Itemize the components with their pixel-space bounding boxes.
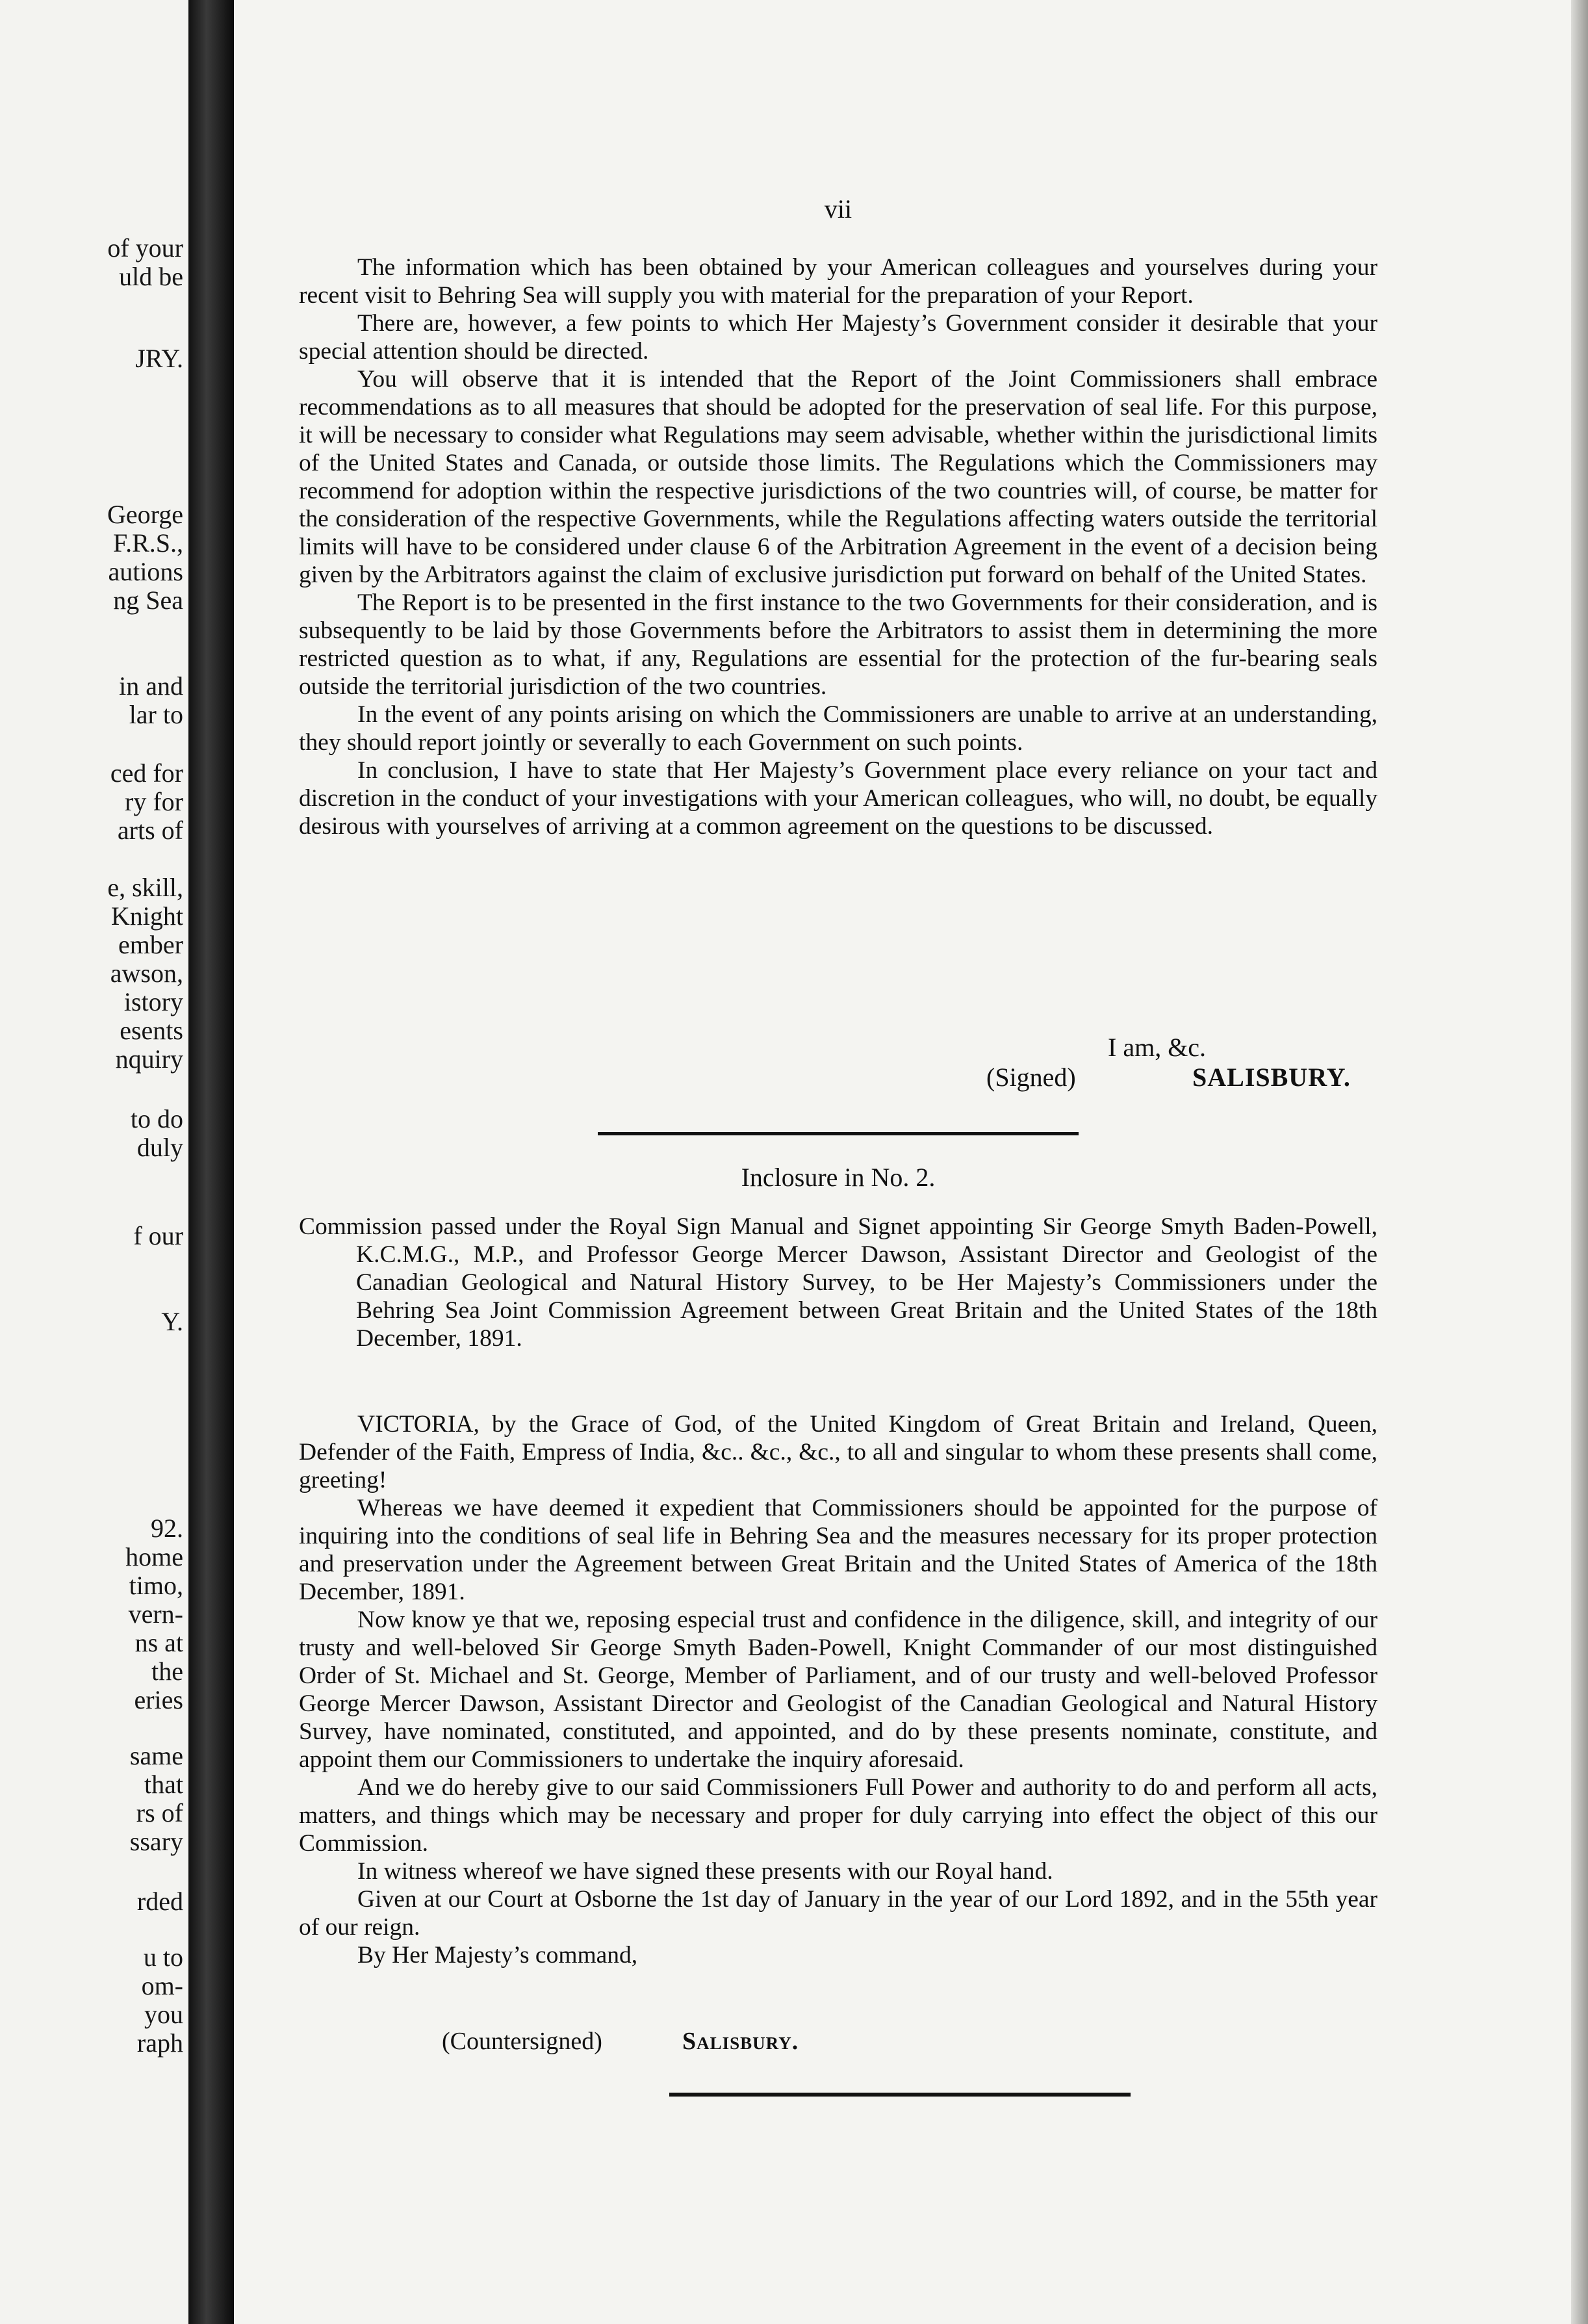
adjacent-page-text: ng Sea	[113, 586, 183, 615]
adjacent-page-text: to do	[130, 1104, 183, 1133]
signed-label: (Signed)	[986, 1063, 1076, 1092]
adjacent-page-text: f our	[133, 1221, 183, 1250]
adjacent-page-text: uld be	[119, 262, 183, 291]
end-divider	[669, 2093, 1131, 2097]
commission-description	[299, 1213, 1377, 1352]
adjacent-page-text: F.R.S.,	[113, 528, 183, 558]
salutation: I am, &c.	[1108, 1033, 1207, 1062]
adjacent-page-text: in and	[119, 671, 183, 701]
adjacent-page-text: Knight	[110, 901, 183, 931]
adjacent-page-text: JRY.	[135, 344, 183, 373]
adjacent-page-text: vern-	[128, 1599, 183, 1629]
letter-paragraph: The Report is to be presented in the first instance to the two Governments for their consideration, and is subsequently to be laid by those Governments before the Arbitrators to assist them in determining the more restricted question as to what, if any, Regulations are essential for the protection of the fur-bearing seals outside the territorial jurisdiction of the two countries.	[299, 589, 1377, 700]
adjacent-page-text: you	[144, 2000, 183, 2029]
adjacent-page-text: raph	[136, 2028, 183, 2058]
adjacent-page-text: home	[125, 1542, 183, 1571]
countersigned-label: (Countersigned)	[442, 2028, 602, 2055]
letter-paragraph: The information which has been obtained by your American colleagues and yourselves during your recent visit to Behring Sea will supply you with material for the preparation of your Report.	[299, 254, 1377, 309]
signer-name: SALISBURY.	[1192, 1063, 1351, 1092]
adjacent-page-text: istory	[123, 987, 183, 1016]
commission-paragraph: VICTORIA, by the Grace of God, of the United Kingdom of Great Britain and Ireland, Queen, Defender of the Faith, Empress of India, &c.. &c., &c., to all and singular to whom these presents shall come, greeting!	[299, 1411, 1377, 1493]
adjacent-page-fragment	[0, 0, 188, 2324]
commission-paragraph: And we do hereby give to our said Commissioners Full Power and authority to do and perform all acts, matters, and things which may be necessary and proper for duly carrying into effect the object of this our Commission.	[299, 1774, 1377, 1857]
adjacent-page-text: ember	[118, 930, 183, 959]
adjacent-page-text: ns at	[134, 1628, 183, 1657]
page-number: vii	[824, 194, 852, 224]
adjacent-page-text: rded	[136, 1887, 183, 1916]
adjacent-page-text: Y.	[161, 1307, 183, 1336]
commission-paragraph: Given at our Court at Osborne the 1st day of January in the year of our Lord 1892, and in the 55th year of our reign.	[299, 1886, 1377, 1941]
adjacent-page-text: esents	[120, 1016, 183, 1045]
commission-paragraph: In witness whereof we have signed these presents with our Royal hand.	[357, 1858, 1053, 1885]
adjacent-page-text: e, skill,	[107, 873, 183, 902]
adjacent-page-text: ry for	[125, 787, 183, 816]
adjacent-page-text: that	[144, 1770, 183, 1799]
adjacent-page-text: autions	[108, 557, 183, 586]
countersigner-name: Salisbury.	[682, 2028, 799, 2055]
commission-paragraph: Now know ye that we, reposing especial trust and confidence in the diligence, skill, and integrity of our trusty and well-beloved Sir George Smyth Baden-Powell, Knight Commander of our most distinguished Order of St. Michael and St. George, Member of Parliament, and of our trusty and well-beloved Professor George Mercer Dawson, Assistant Director and Geologist of the Canadian Geological and Natural History Survey, have nominated, constituted, and appointed, and do by these presents nominate, constitute, and appoint them our Commissioners to undertake the inquiry aforesaid.	[299, 1607, 1377, 1773]
adjacent-page-text: awson,	[110, 959, 183, 988]
book-gutter	[188, 0, 234, 2324]
adjacent-page-text: rs of	[136, 1798, 183, 1827]
letter-paragraph: In the event of any points arising on which the Commissioners are unable to arrive at an understanding, they should report jointly or severally to each Government on such points.	[299, 701, 1377, 756]
commission-paragraph: Whereas we have deemed it expedient that Commissioners should be appointed for the purpose of inquiring into the conditions of seal life in Behring Sea and the measures necessary for its proper protection and preservation under the Agreement between Great Britain and the United States of America of the 18th December, 1891.	[299, 1495, 1377, 1605]
letter-paragraph: In conclusion, I have to state that Her Majesty’s Government place every reliance on your tact and discretion in the conduct of your investigations with your American colleagues, who will, no doubt, be equally desirous with yourselves of arriving at a common agreement on the questions to be discussed.	[299, 757, 1377, 840]
letter-body	[299, 253, 1377, 840]
commission-description-text: Commission passed under the Royal Sign Manual and Signet appointing Sir George Smyth Baden-Powell, K.C.M.G., M.P., and Professor George Mercer Dawson, Assistant Director and Geologist of the Canadian Geological and Natural History Survey, to be Her Majesty’s Commissioners under the Behring Sea Joint Commission Agreement between Great Britain and the United States of the 18th December, 1891.	[299, 1213, 1377, 1352]
adjacent-page-text: arts of	[117, 816, 183, 845]
adjacent-page-text: same	[129, 1741, 183, 1770]
adjacent-page-text: ced for	[110, 758, 183, 788]
document-page	[234, 0, 1588, 2324]
adjacent-page-text: timo,	[129, 1571, 183, 1600]
command-line: By Her Majesty’s command,	[357, 1942, 638, 1969]
letter-paragraph: You will observe that it is intended that the Report of the Joint Commissioners shall embrace recommendations as to all measures that should be adopted for the preservation of seal life. For this purpose, it will be necessary to consider what Regulations may seem advisable, whether within the jurisdictional limits of the United States and Canada, or outside those limits. The Regulations which the Commissioners may recommend for adoption within the respective jurisdictions of the two countries will, of course, be matter for the consideration of the respective Governments, while the Regulations affecting waters outside the territorial limits will have to be considered under clause 6 of the Arbitration Agreement in the event of a decision being given by the Arbitrators against the claim of exclusive jurisdiction put forward on behalf of the United States.	[299, 366, 1377, 588]
adjacent-page-text: duly	[136, 1133, 183, 1162]
letter-paragraph: There are, however, a few points to which Her Majesty’s Government consider it desirable that your special attention should be directed.	[299, 310, 1377, 365]
adjacent-page-text: lar to	[129, 700, 183, 729]
commission-body	[299, 1410, 1377, 1969]
adjacent-page-text: ssary	[129, 1827, 183, 1856]
section-divider	[598, 1132, 1079, 1135]
adjacent-page-text: the	[151, 1657, 183, 1686]
adjacent-page-text: u to	[143, 1943, 183, 1972]
adjacent-page-text: of your	[107, 233, 183, 263]
adjacent-page-text: nquiry	[115, 1044, 183, 1074]
adjacent-page-text: 92.	[151, 1514, 183, 1543]
adjacent-page-text: om-	[141, 1971, 183, 2000]
enclosure-title: Inclosure in No. 2.	[741, 1163, 936, 1192]
adjacent-page-text: eries	[134, 1685, 183, 1714]
page-edge-shadow	[1571, 0, 1588, 2324]
adjacent-page-text: George	[107, 500, 183, 529]
